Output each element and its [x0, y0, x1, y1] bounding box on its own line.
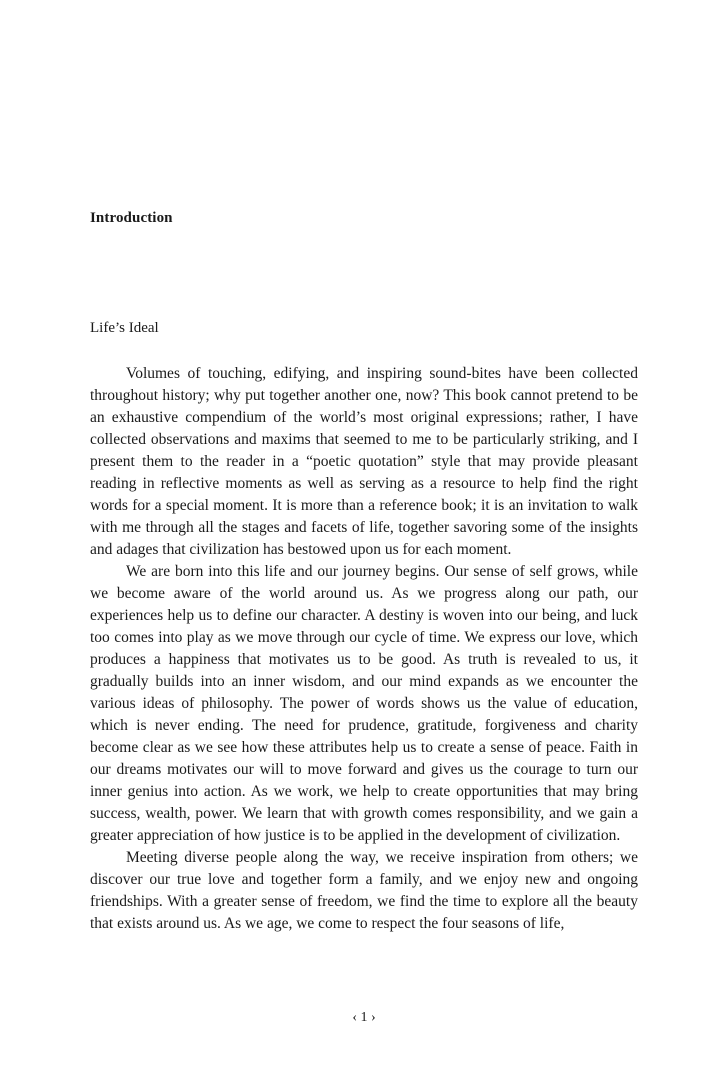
section-title: Life’s Ideal: [90, 320, 159, 336]
paragraph: Volumes of touching, edifying, and inspiring sound-bites have been collected throughout history; why put together another one, now? This book cannot pretend to be an exhaustive compendium of the world’s most original expressions; rather, I have collected observations and maxims that seemed to me to be particularly striking, and I present them to the reader in a “poetic quotation” style that may provide pleasant reading in reflective moments as well as serving as a resource to help find the right words for a special moment. It is more than a reference book; it is an invitation to walk with me through all the stages and facets of life, together savoring some of the insights and adages that civilization has bestowed upon us for each moment.: [90, 365, 638, 558]
page-number: ‹ 1 ›: [352, 1010, 376, 1025]
paragraph: Meeting diverse people along the way, we receive inspiration from others; we discover our true love and together form a family, and we enjoy new and ongoing friendships. With a greater sense of freedom, we find the time to explore all the beauty that exists around us. As we age, we come to respect the four seasons of life,: [90, 849, 638, 932]
paragraph: We are born into this life and our journey begins. Our sense of self grows, while we become aware of the world around us. As we progress along our path, our experiences help us to define our character. A destiny is woven into our being, and luck too comes into play as we move through our cycle of time. We express our love, which produces a happiness that motivates us to be good. As truth is revealed to us, it gradually builds into an inner wisdom, and our mind expands as we encounter the various ideas of philosophy. The power of words shows us the value of education, which is never ending. The need for prudence, gratitude, forgiveness and charity become clear as we see how these attributes help us to create a sense of peace. Faith in our dreams motivates our will to move forward and gives us the courage to turn our inner genius into action. As we work, we help to create opportunities that may bring success, wealth, power. We learn that with growth comes responsibility, and we gain a greater appreciation of how justice is to be applied in the development of civilization.: [90, 563, 638, 844]
body-text: [90, 363, 638, 935]
chapter-title: Introduction: [90, 210, 173, 226]
